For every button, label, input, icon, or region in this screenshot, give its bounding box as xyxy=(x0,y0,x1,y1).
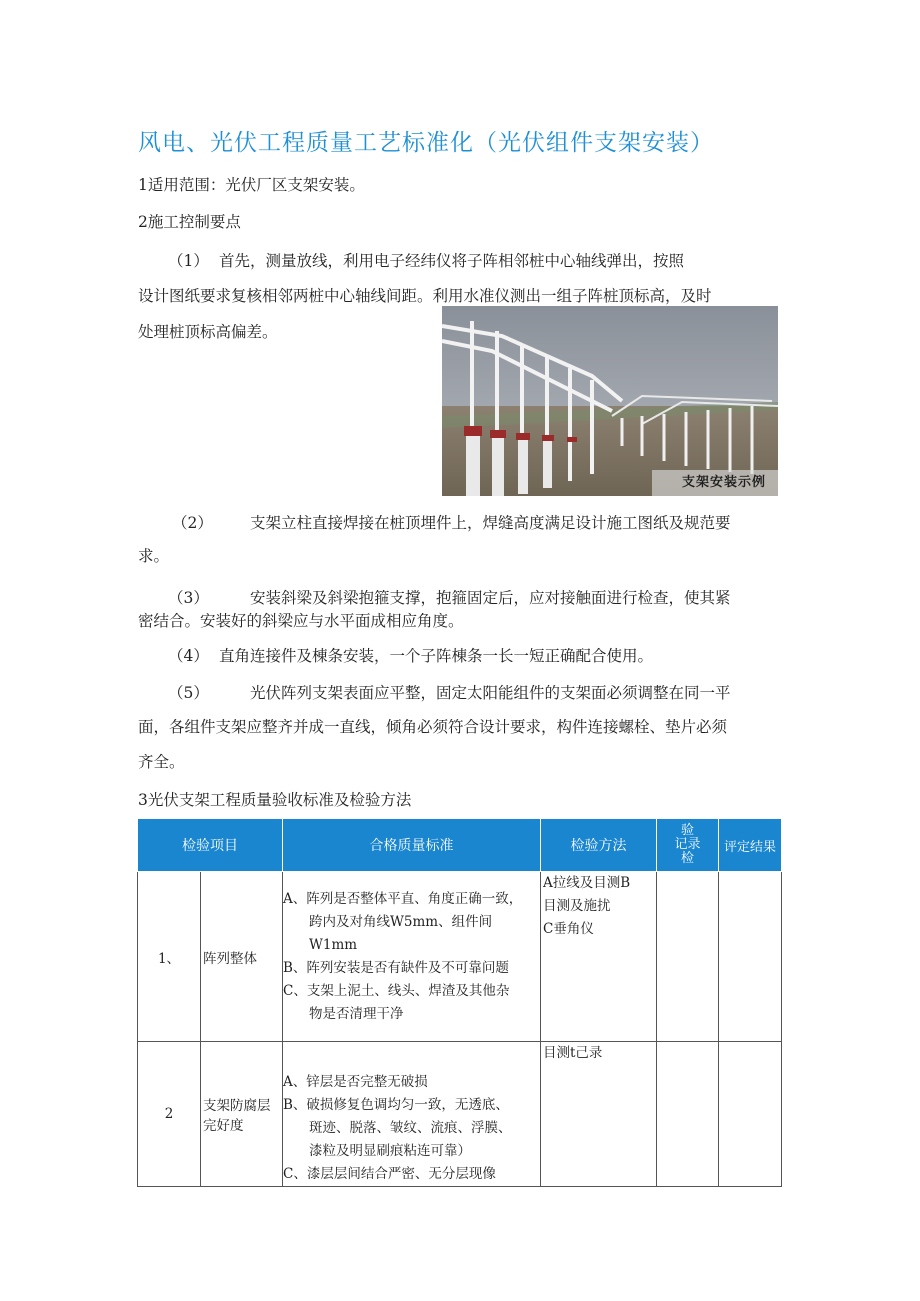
row-1-std-4: C、支架上泥土、线头、焊渣及其他杂 xyxy=(283,982,510,999)
p4-line-1: 直角连接件及棟条安装，一个子阵棟条一长一短正确配合使用。 xyxy=(219,647,654,665)
row-1-item: 阵列整体 xyxy=(201,872,283,1042)
section-1-scope: 1适用范围：光伏厂区支架安装。 xyxy=(138,176,365,194)
row-2-item-line-1: 支架防腐层 xyxy=(203,1098,271,1114)
p1-number: （1） xyxy=(168,252,209,270)
row-1-standard xyxy=(283,872,541,1042)
row-2-item-line-2: 完好度 xyxy=(203,1118,244,1134)
row-1-std-1: A、阵列是否整体平直、角度正确一致， xyxy=(283,890,523,907)
row-1-method-3: C垂角仪 xyxy=(543,921,594,937)
p5-line-2: 面，各组件支架应整齐并成一直线，倾角必须符合设计要求，构件连接螺栓、垫片必须 xyxy=(138,718,728,736)
photo-illustration xyxy=(442,306,778,496)
row-1-number: 1、 xyxy=(138,872,201,1042)
p1-line-3: 处理桩顶标高偏差。 xyxy=(138,323,278,341)
header-inspection-item: 检验项目 xyxy=(138,819,283,872)
row-2-record xyxy=(657,1042,719,1187)
row-1-std-3: B、阵列安装是否有缺件及不可靠问题 xyxy=(283,959,509,976)
row-1-std-5: 物是否清理干净 xyxy=(309,1005,404,1022)
p2-number: （2） xyxy=(172,514,213,532)
row-2-std-2: B、破损修复色调均匀一致，无透底、 xyxy=(283,1097,509,1113)
p3-line-2: 密结合。安装好的斜梁应与水平面成相应角度。 xyxy=(138,612,464,630)
header-record xyxy=(657,819,719,872)
row-1-method-2: 目测及施扰 xyxy=(543,898,611,914)
row-2-std-4: 漆粒及明显刷痕粘连可靠） xyxy=(309,1143,471,1159)
acceptance-table xyxy=(137,818,782,1187)
p5-line-1: 光伏阵列支架表面应平整，固定太阳能组件的支架面必须调整在同一平 xyxy=(250,684,731,702)
table-row xyxy=(138,1042,782,1187)
row-2-method-1: 目测t己录 xyxy=(543,1045,603,1061)
p5-number: （5） xyxy=(168,684,209,702)
row-2-std-1: A、锌层是否完整无破损 xyxy=(283,1074,428,1090)
header-record-line-2: 记录 xyxy=(674,837,701,852)
p4-number: （4） xyxy=(168,647,209,665)
p3-number: （3） xyxy=(168,589,209,607)
header-result: 评定结果 xyxy=(719,819,782,872)
table-row xyxy=(138,872,782,1042)
table-header-row xyxy=(138,819,782,872)
row-2-std-3: 斑迹、脱落、皱纹、流痕、浮膜、 xyxy=(309,1120,512,1136)
row-2-item xyxy=(201,1042,283,1187)
p1-line-2: 设计图纸要求复核相邻两桩中心轴线间距。利用水准仪测出一组子阵桩顶标高，及时 xyxy=(138,287,712,305)
row-1-result xyxy=(719,872,782,1042)
photo-caption: 支架安装示例 xyxy=(681,475,766,490)
page-title: 风电、光伏工程质量工艺标准化（光伏组件支架安装） xyxy=(138,130,714,156)
bracket-installation-photo xyxy=(442,306,778,496)
p5-line-3: 齐全。 xyxy=(138,753,185,771)
row-1-std-2: 跨内及对角线W5mm、组件间W1mm xyxy=(309,913,493,953)
header-record-line-1: 验 xyxy=(680,823,694,838)
row-2-result xyxy=(719,1042,782,1187)
header-method: 检验方法 xyxy=(541,819,657,872)
section-3-heading: 3光伏支架工程质量验收标准及检验方法 xyxy=(138,791,412,809)
row-2-method xyxy=(541,1042,657,1187)
row-1-method-1: A拉线及目测B xyxy=(543,875,631,891)
p1-line-1: 首先，测量放线，利用电子经纬仪将子阵相邻桩中心轴线弹出，按照 xyxy=(219,252,685,270)
row-2-std-5: C、漆层层间结合严密、无分层现像 xyxy=(283,1166,496,1182)
row-1-method xyxy=(541,872,657,1042)
p3-line-1: 安装斜梁及斜梁抱箍支撑，抱箍固定后，应对接触面进行检查，使其紧 xyxy=(250,589,731,607)
p2-line-1: 支架立柱直接焊接在桩顶埋件上，焊缝高度满足设计施工图纸及规范要 xyxy=(250,514,731,532)
p2-line-2: 求。 xyxy=(138,547,170,565)
row-1-record xyxy=(657,872,719,1042)
row-2-standard xyxy=(283,1042,541,1187)
header-standard: 合格质量标准 xyxy=(283,819,541,872)
row-2-number: 2 xyxy=(138,1042,201,1187)
section-2-heading: 2施工控制要点 xyxy=(138,213,241,231)
header-record-line-3: 检 xyxy=(680,851,694,866)
